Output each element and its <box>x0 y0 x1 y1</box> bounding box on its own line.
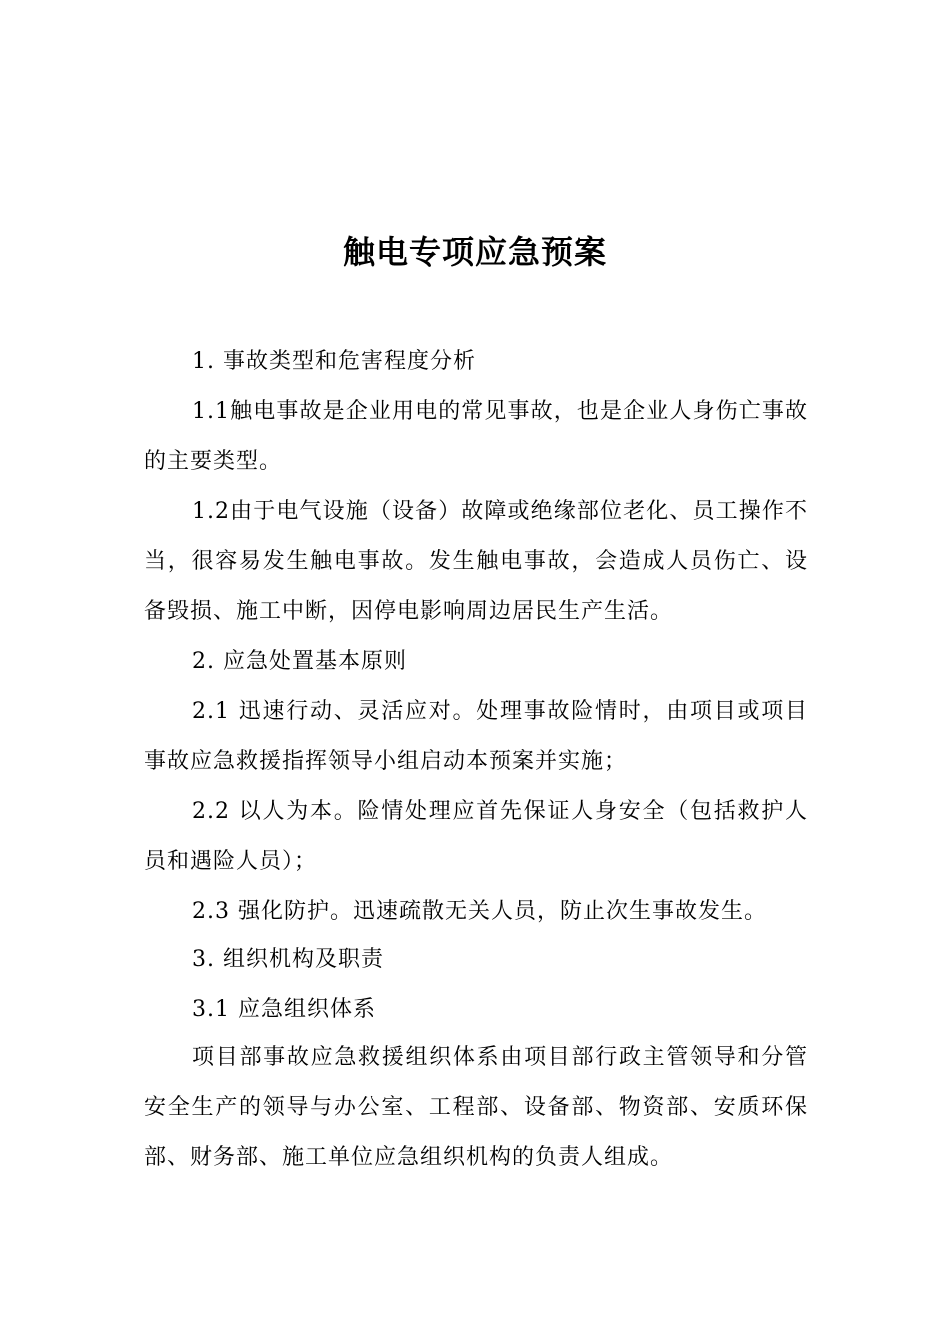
paragraph-2-3: 2.3 强化防护。迅速疏散无关人员，防止次生事故发生。 <box>192 899 767 924</box>
paragraph-2-1: 2.1 迅速行动、灵活应对。处理事故险情时，由项目或项目事故应急救援指挥领导小组启动本预案并实施； <box>144 699 808 774</box>
paragraph-1-1: 1.1触电事故是企业用电的常见事故，也是企业人身伤亡事故的主要类型。 <box>144 399 808 474</box>
section-heading-2: 2. 应急处置基本原则 <box>192 649 407 674</box>
section-heading-1: 1. 事故类型和危害程度分析 <box>192 349 476 374</box>
paragraph-3-1-body: 项目部事故应急救援组织体系由项目部行政主管领导和分管安全生产的领导与办公室、工程部、设备部、物资部、安质环保部、财务部、施工单位应急组织机构的负责人组成。 <box>144 1045 808 1170</box>
paragraph-1-2: 1.2由于电气设施（设备）故障或绝缘部位老化、员工操作不当，很容易发生触电事故。发生触电事故，会造成人员伤亡、设备毁损、施工中断，因停电影响周边居民生产生活。 <box>144 499 808 624</box>
document-title: 触电专项应急预案 <box>342 233 607 271</box>
paragraph-2-2: 2.2 以人为本。险情处理应首先保证人身安全（包括救护人员和遇险人员）； <box>144 799 808 874</box>
section-heading-3: 3. 组织机构及职责 <box>192 947 384 972</box>
subsection-heading-3-1: 3.1 应急组织体系 <box>192 997 376 1022</box>
